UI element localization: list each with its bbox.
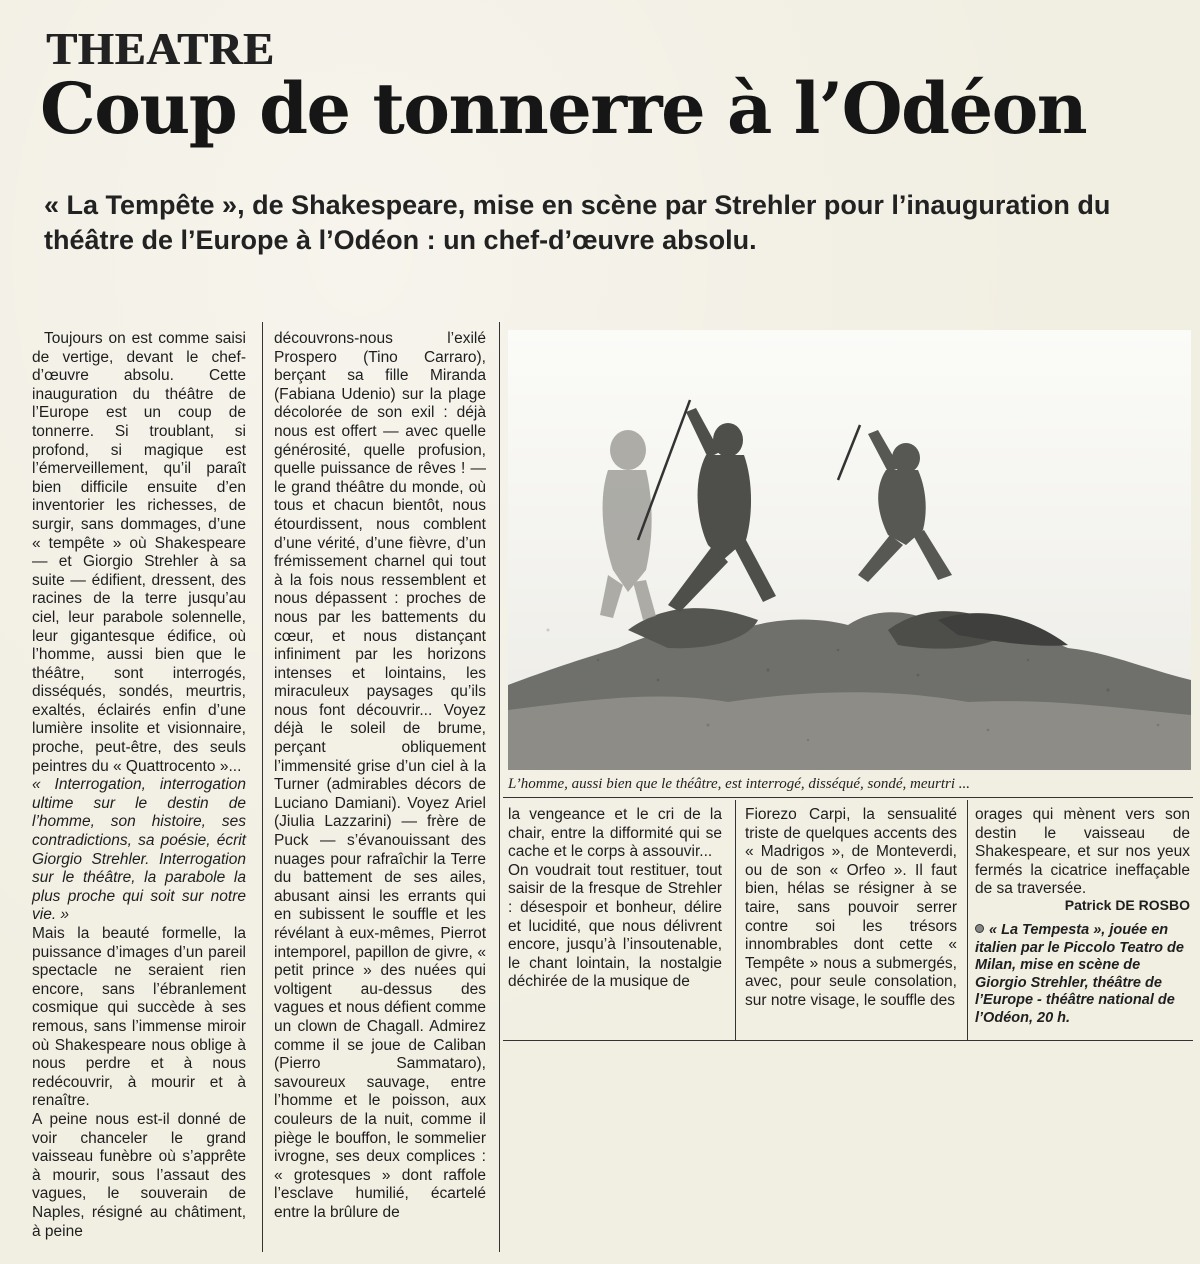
stage-photo [508,330,1191,770]
article-column-3 [508,806,722,992]
subheadline: « La Tempête », de Shakespeare, mise en scène par Strehler pour l’inauguration du théâtre de l’Europe à l’Odéon : un chef-d’œuvre absolu. [44,190,1111,255]
headline: Coup de tonnerre à l’Odéon [40,67,1087,150]
paragraph: Fiorezo Carpi, la sensualité triste de quelques accents des « Madrigos », de Monteverdi, ou de son « Orfeo ». Il faut bien, hélas se résigner à se taire, sans pouvoir serrer contre soi les trésors innombrables dont cette « Tempête » nous a submergés, avec, pour seule consolation, sur notre visage, le souffle des [745,806,957,1009]
author-signature: Patrick DE ROSBO [1064,897,1190,913]
column-rule [499,322,500,1252]
paragraph: découvrons-nous l’exilé Prospero (Tino Carraro), berçant sa fille Miranda (Fabiana Udenio) sur la plage décolorée de son exil : déjà nous est offert — avec quelle générosité, quelle profusion, quelle puissance de rêves ! — le grand théâtre du monde, où tous et chacun bientôt, nous étourdissent, nous comblent d’une vérité, d’une fièvre, d’un frémissement charnel qui tout à la fois nous ressemblent et nous dépassent : proches de nous par les battements du cœur, et nous distançant infiniment par les horizons intenses et lointains, les miraculeux paysages qu’ils nous font découvrir... Voyez déjà le soleil de brume, perçant obliquement l’immensité grise d’un ciel à la Turner (admirables décors de Luciano Damiani). Voyez Ariel (Jiulia Lazzarini) — frère de Puck — s’évanouissant des nuages pour rafraîchir la Terre du battement de ses ailes, abusant ainsi les errants qui en subissent le souffle et les révélant à eux-mêmes, Pierrot intemporel, papillon de givre, « petit prince » des nuées qui voltigent au-dessus des vagues et nous défient comme un clown de Chagall. Admirez comme il se joue de Caliban (Pierro Sammataro), savoureux sauvage, entre l’homme et le poisson, aux couleurs de la nuit, comme il piège le bouffon, le sommelier ivrogne, ses deux complices : « grotesques » dont raffole l’esclave humilié, écartelé entre la brûlure de [274,330,486,1221]
performance-info [975,922,1190,1027]
paragraph: On voudrait tout restituer, tout saisir de la fresque de Strehler : désespoir et bonheur, délire et lucidité, que nous délivrent encore, jusqu’à l’insoutenable, le chant lointain, la nostalgie déchirée de la musique de [508,861,722,991]
paragraph: Toujours on est comme saisi de vertige, devant le chef-d’œuvre absolu. Cette inauguration du théâtre de l’Europe est un coup de tonnerre. Si troublant, si profond, si magique est l’émerveillement, qu’il paraît bien difficile ensuite d’en inventorier les richesses, de surgir, sans dommages, d’une « tempête » où Shakespeare — et Giorgio Strehler à sa suite — édifient, dressent, des racines de la terre jusqu’au ciel, leur parabole solennelle, leur gigantesque édifice, où l’homme, aussi bien que le théâtre, sont interrogés, disséqués, sondés, meurtris, exaltés, éclairés enfin d’une lumière insolite et visionnaire, proche, peut-être, des seuls peintres du « Quattrocento »... [32,330,246,775]
photo-caption: L’homme, aussi bien que le théâtre, est interrogé, disséqué, sondé, meurtri ... [508,776,971,792]
paragraph: Mais la beauté formelle, la puissance d’images d’un pareil spectacle ne seraient rien encore, sans l’ébranlement cosmique qui succède à ses remous, sans l’immense miroir où Shakespeare nous oblige à nous perdre et à nous redécouvrir, à mourir et à renaître. [32,925,246,1110]
column-rule [967,800,968,1040]
caption-rule [503,797,1193,798]
section-label: THEATRE [46,23,275,74]
paragraph: A peine nous est-il donné de voir chanceler le grand vaisseau funèbre où s’apprête à mourir, sous l’assaut des vagues, le souverain de Naples, résigné au châtiment, à peine [32,1110,246,1240]
quote-paragraph: « Interrogation, interrogation ultime sur le destin de l’homme, son histoire, ses contradictions, sa poésie, écrit Giorgio Strehler. Interrogation sur le théâtre, la parabole la plus proche qui soit sur notre vie. » [32,776,246,924]
column-rule [262,322,263,1252]
article-column-5 [975,806,1190,899]
article-column-4 [745,806,957,1011]
column-rule [735,800,736,1040]
stage-photo-image [508,330,1191,770]
paragraph: la vengeance et le cri de la chair, entre la difformité qui se cache et le corps à assouvir... [508,806,722,861]
performance-info-text: « La Tempesta », jouée en italien par le Piccolo Teatro de Milan, mise en scène de Giorgio Strehler, théâtre de l’Europe - théâtre national de l’Odéon, 20 h. [975,922,1184,1026]
article-column-2 [274,330,486,1223]
paragraph: orages qui mènent vers son destin le vaisseau de Shakespeare, et sur nos yeux fermés la cicatrice ineffaçable de sa traversée. [975,806,1190,898]
bottom-rule [503,1040,1193,1041]
bullet-icon [975,924,984,933]
article-column-1 [32,330,246,1241]
